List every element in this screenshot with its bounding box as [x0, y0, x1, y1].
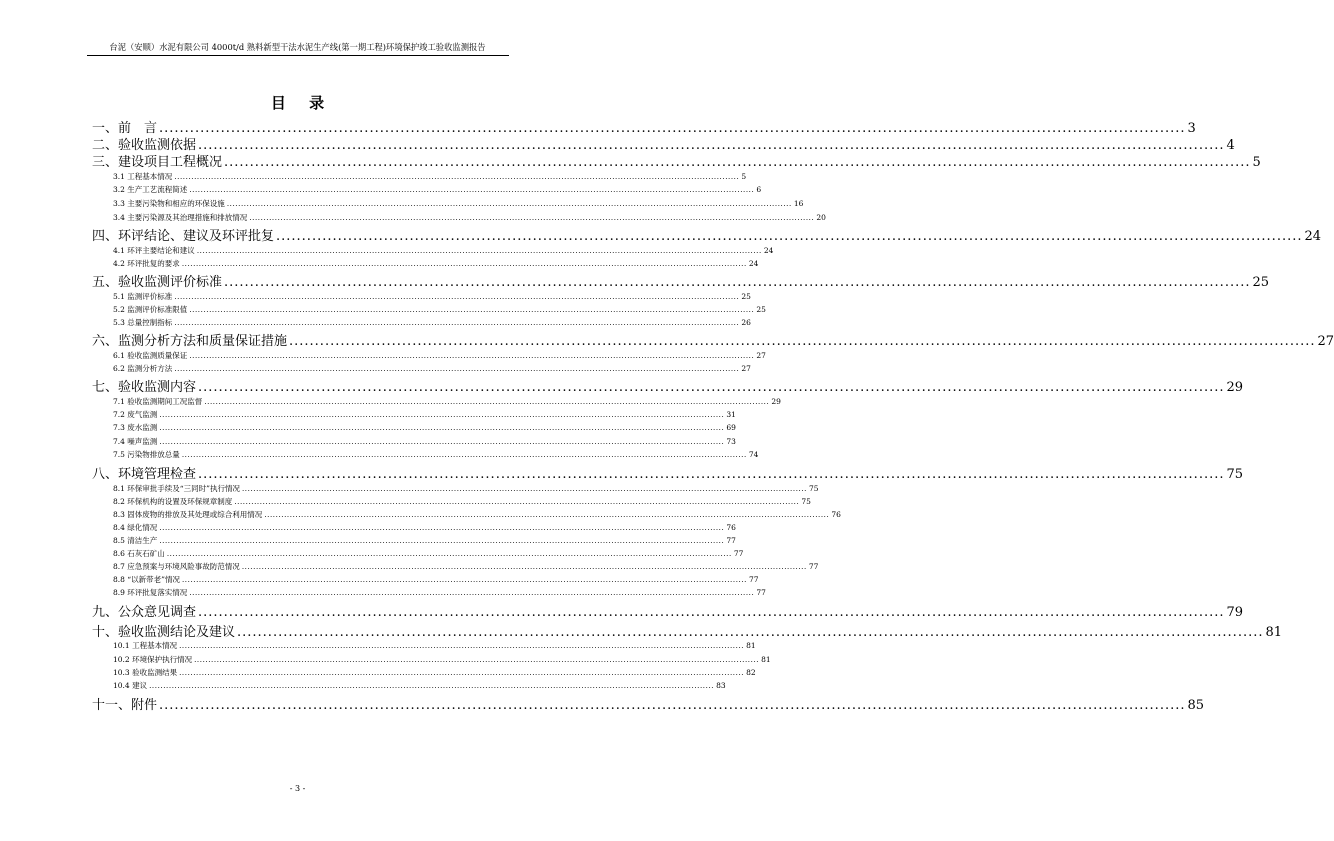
toc-leader-dots: ........................................................................................................................................................................................................: [198, 605, 1225, 620]
running-header: 台泥（安顺）水泥有限公司 4000t/d 熟料新型干法水泥生产线(第一期工程)环境保护竣工验收监测报告: [109, 42, 486, 52]
toc-entry-label: 8.8 “以新带老”情况: [113, 575, 180, 584]
toc-chapter-entry[interactable]: [92, 621, 1283, 640]
toc-entry-page: 75: [801, 497, 811, 506]
toc-leader-dots: ........................................................................................................................................................................................................: [179, 669, 745, 677]
toc-entry-label: 7.1 验收监测期间工况监督: [113, 397, 203, 406]
toc-section-entry[interactable]: [113, 317, 751, 327]
toc-section-entry[interactable]: [113, 422, 736, 432]
toc-entry-page: 31: [726, 410, 736, 419]
toc-leader-dots: ........................................................................................................................................................................................................: [237, 625, 1264, 640]
toc-entry-label: 6.2 监测分析方法: [113, 364, 173, 373]
toc-entry-page: 75: [809, 484, 819, 493]
toc-leader-dots: ........................................................................................................................................................................................................: [181, 576, 748, 584]
toc-leader-dots: ........................................................................................................................................................................................................: [264, 511, 830, 519]
toc-entry-page: 25: [741, 292, 751, 301]
toc-entry-page: 20: [816, 213, 826, 222]
toc-section-entry[interactable]: [113, 483, 819, 493]
toc-leader-dots: ........................................................................................................................................................................................................: [159, 524, 725, 532]
toc-leader-dots: ........................................................................................................................................................................................................: [196, 247, 762, 255]
toc-section-entry[interactable]: [113, 449, 759, 459]
toc-entry-label: 5.2 监测评价标准限值: [113, 305, 188, 314]
toc-section-entry[interactable]: [113, 184, 762, 194]
toc-section-entry[interactable]: [113, 667, 756, 677]
toc-entry-page: 83: [716, 681, 726, 690]
toc-leader-dots: ........................................................................................................................................................................................................: [181, 260, 747, 268]
toc-entry-page: 77: [726, 536, 736, 545]
toc-entry-label: 7.4 噪声监测: [113, 437, 158, 446]
toc-entry-label: 8.3 固体废物的排放及其处理或综合利用情况: [113, 510, 263, 519]
toc-entry-page: 27: [741, 364, 751, 373]
toc-entry-label: 5.1 监测评价标准: [113, 292, 173, 301]
toc-section-entry[interactable]: [113, 291, 751, 301]
toc-entry-label: 十一、附件: [92, 698, 158, 713]
toc-entry-page: 73: [726, 437, 736, 446]
toc-entry-page: 3: [1187, 121, 1196, 136]
toc-leader-dots: ........................................................................................................................................................................................................: [241, 563, 807, 571]
toc-entry-page: 76: [726, 523, 736, 532]
toc-entry-page: 4: [1226, 138, 1235, 153]
toc-chapter-entry[interactable]: [92, 225, 1322, 244]
toc-entry-label: 8.7 应急预案与环境风险事故防范情况: [113, 562, 240, 571]
toc-leader-dots: ........................................................................................................................................................................................................: [224, 155, 1251, 170]
page-title: 目 录: [270, 94, 325, 112]
toc-leader-dots: ........................................................................................................................................................................................................: [159, 438, 725, 446]
toc-entry-label: 4.1 环评主要结论和建议: [113, 246, 195, 255]
toc-entry-page: 29: [771, 397, 781, 406]
toc-chapter-entry[interactable]: [92, 694, 1205, 713]
toc-leader-dots: ........................................................................................................................................................................................................: [204, 398, 770, 406]
toc-section-entry[interactable]: [113, 680, 726, 690]
toc-entry-page: 76: [831, 510, 841, 519]
toc-entry-page: 74: [748, 450, 759, 459]
toc-leader-dots: ........................................................................................................................................................................................................: [159, 537, 725, 545]
toc-leader-dots: ........................................................................................................................................................................................................: [159, 424, 725, 432]
toc-leader-dots: ........................................................................................................................................................................................................: [194, 656, 760, 664]
toc-section-entry[interactable]: [113, 198, 804, 208]
toc-leader-dots: ........................................................................................................................................................................................................: [198, 380, 1225, 395]
toc-entry-label: 8.9 环评批复落实情况: [113, 588, 188, 597]
toc-section-entry[interactable]: [113, 350, 766, 360]
toc-leader-dots: ........................................................................................................................................................................................................: [174, 365, 740, 373]
toc-leader-dots: ........................................................................................................................................................................................................: [159, 411, 725, 419]
toc-entry-label: 8.6 石灰石矿山: [113, 549, 165, 558]
toc-entry-page: 75: [1226, 467, 1244, 482]
header-divider: [87, 55, 509, 56]
toc-leader-dots: ........................................................................................................................................................................................................: [174, 319, 740, 327]
toc-leader-dots: ........................................................................................................................................................................................................: [179, 642, 745, 650]
toc-section-entry[interactable]: [113, 654, 771, 664]
toc-entry-page: 69: [726, 423, 736, 432]
toc-entry-page: 24: [1304, 229, 1322, 244]
toc-leader-dots: ........................................................................................................................................................................................................: [174, 293, 740, 301]
toc-section-entry[interactable]: [113, 171, 747, 181]
toc-entry-page: 24: [748, 259, 759, 268]
toc-entry-page: 77: [749, 575, 759, 584]
toc-section-entry[interactable]: [113, 574, 759, 584]
toc-chapter-entry[interactable]: [92, 117, 1196, 136]
toc-entry-label: 九、公众意见调查: [92, 605, 197, 620]
toc-entry-label: 8.4 绿化情况: [113, 523, 158, 532]
toc-section-entry[interactable]: [113, 363, 751, 373]
toc-entry-label: 6.1 验收监测质量保证: [113, 351, 188, 360]
toc-entry-page: 77: [808, 562, 819, 571]
toc-section-entry[interactable]: [113, 522, 736, 532]
toc-leader-dots: ........................................................................................................................................................................................................: [166, 550, 732, 558]
toc-leader-dots: ........................................................................................................................................................................................................: [149, 682, 715, 690]
toc-section-entry[interactable]: [113, 535, 736, 545]
toc-leader-dots: ........................................................................................................................................................................................................: [189, 306, 755, 314]
toc-section-entry[interactable]: [113, 304, 766, 314]
toc-leader-dots: ........................................................................................................................................................................................................: [181, 451, 747, 459]
toc-leader-dots: ........................................................................................................................................................................................................: [276, 229, 1303, 244]
toc-leader-dots: ........................................................................................................................................................................................................: [159, 698, 1186, 713]
toc-entry-label: 5.3 总量控制指标: [113, 318, 173, 327]
toc-leader-dots: ........................................................................................................................................................................................................: [198, 467, 1225, 482]
toc-section-entry[interactable]: [113, 258, 759, 268]
toc-entry-label: 8.2 环保机构的设置及环保规章制度: [113, 497, 233, 506]
toc-entry-page: 27: [1317, 334, 1334, 349]
toc-leader-dots: ........................................................................................................................................................................................................: [189, 186, 755, 194]
toc-entry-label: 10.3 验收监测结果: [113, 668, 178, 677]
toc-entry-label: 四、环评结论、建议及环评批复: [92, 229, 275, 244]
toc-entry-label: 七、验收监测内容: [92, 380, 197, 395]
toc-leader-dots: ........................................................................................................................................................................................................: [189, 589, 755, 597]
toc-entry-page: 79: [1226, 605, 1244, 620]
toc-section-entry[interactable]: [113, 409, 736, 419]
toc-entry-label: 7.3 废水监测: [113, 423, 158, 432]
toc-chapter-entry[interactable]: [92, 330, 1334, 349]
toc-entry-page: 27: [756, 351, 766, 360]
toc-entry-label: 8.5 清洁生产: [113, 536, 158, 545]
toc-leader-dots: ........................................................................................................................................................................................................: [159, 121, 1186, 136]
toc-leader-dots: ........................................................................................................................................................................................................: [224, 275, 1251, 290]
toc-entry-label: 3.1 工程基本情况: [113, 172, 173, 181]
toc-leader-dots: ........................................................................................................................................................................................................: [189, 352, 755, 360]
toc-section-entry[interactable]: [113, 640, 756, 650]
toc-entry-label: 3.2 生产工艺流程简述: [113, 185, 188, 194]
toc-entry-label: 3.3 主要污染物和相应的环保设施: [113, 199, 225, 208]
toc-entry-label: 7.2 废气监测: [113, 410, 158, 419]
toc-leader-dots: ........................................................................................................................................................................................................: [226, 200, 792, 208]
toc-chapter-entry[interactable]: [92, 376, 1244, 395]
toc-entry-page: 5: [1252, 155, 1261, 170]
toc-section-entry[interactable]: [113, 496, 811, 506]
toc-section-entry[interactable]: [113, 548, 744, 558]
toc-section-entry[interactable]: [113, 212, 826, 222]
toc-entry-page: 29: [1226, 380, 1244, 395]
toc-entry-page: 85: [1187, 698, 1205, 713]
toc-chapter-entry[interactable]: [92, 271, 1270, 290]
toc-entry-label: 7.5 污染物排放总量: [113, 450, 180, 459]
toc-section-entry[interactable]: [113, 245, 774, 255]
toc-section-entry[interactable]: [113, 396, 781, 406]
page-number: - 3 -: [289, 784, 306, 793]
toc-entry-page: 5: [741, 172, 747, 181]
toc-entry-label: 三、建设项目工程概况: [92, 155, 223, 170]
toc-leader-dots: ........................................................................................................................................................................................................: [174, 173, 740, 181]
toc-entry-label: 8.1 环保审批手续及“三同时”执行情况: [113, 484, 240, 493]
toc-entry-label: 10.2 环境保护执行情况: [113, 655, 193, 664]
toc-entry-label: 六、监测分析方法和质量保证措施: [92, 334, 288, 349]
toc-entry-label: 10.1 工程基本情况: [113, 641, 178, 650]
toc-entry-page: 25: [1252, 275, 1270, 290]
toc-entry-page: 6: [756, 185, 762, 194]
toc-entry-page: 81: [746, 641, 756, 650]
toc-entry-label: 4.2 环评批复的要求: [113, 259, 180, 268]
toc-leader-dots: ........................................................................................................................................................................................................: [234, 498, 800, 506]
toc-section-entry[interactable]: [113, 509, 841, 519]
toc-entry-page: 24: [763, 246, 774, 255]
toc-chapter-entry[interactable]: [92, 151, 1261, 170]
toc-entry-label: 二、验收监测依据: [92, 138, 197, 153]
toc-entry-page: 77: [756, 588, 766, 597]
toc-entry-label: 10.4 建议: [113, 681, 148, 690]
toc-chapter-entry[interactable]: [92, 463, 1244, 482]
toc-chapter-entry[interactable]: [92, 601, 1244, 620]
toc-leader-dots: ........................................................................................................................................................................................................: [241, 485, 808, 493]
toc-section-entry[interactable]: [113, 561, 819, 571]
toc-leader-dots: ........................................................................................................................................................................................................: [249, 214, 815, 222]
toc-entry-page: 81: [761, 655, 771, 664]
toc-entry-label: 十、验收监测结论及建议: [92, 625, 236, 640]
toc-chapter-entry[interactable]: [92, 134, 1235, 153]
toc-entry-page: 77: [733, 549, 744, 558]
toc-entry-label: 3.4 主要污染源及其治理措施和排放情况: [113, 213, 248, 222]
toc-entry-label: 一、前 言: [92, 121, 158, 136]
toc-entry-page: 16: [793, 199, 804, 208]
toc-entry-page: 26: [741, 318, 751, 327]
toc-leader-dots: ........................................................................................................................................................................................................: [289, 334, 1316, 349]
toc-section-entry[interactable]: [113, 436, 736, 446]
toc-entry-page: 81: [1265, 625, 1283, 640]
toc-entry-page: 82: [746, 668, 756, 677]
toc-section-entry[interactable]: [113, 587, 766, 597]
toc-entry-page: 25: [756, 305, 766, 314]
toc-entry-label: 五、验收监测评价标准: [92, 275, 223, 290]
toc-entry-label: 八、环境管理检查: [92, 467, 197, 482]
toc-leader-dots: ........................................................................................................................................................................................................: [198, 138, 1225, 153]
